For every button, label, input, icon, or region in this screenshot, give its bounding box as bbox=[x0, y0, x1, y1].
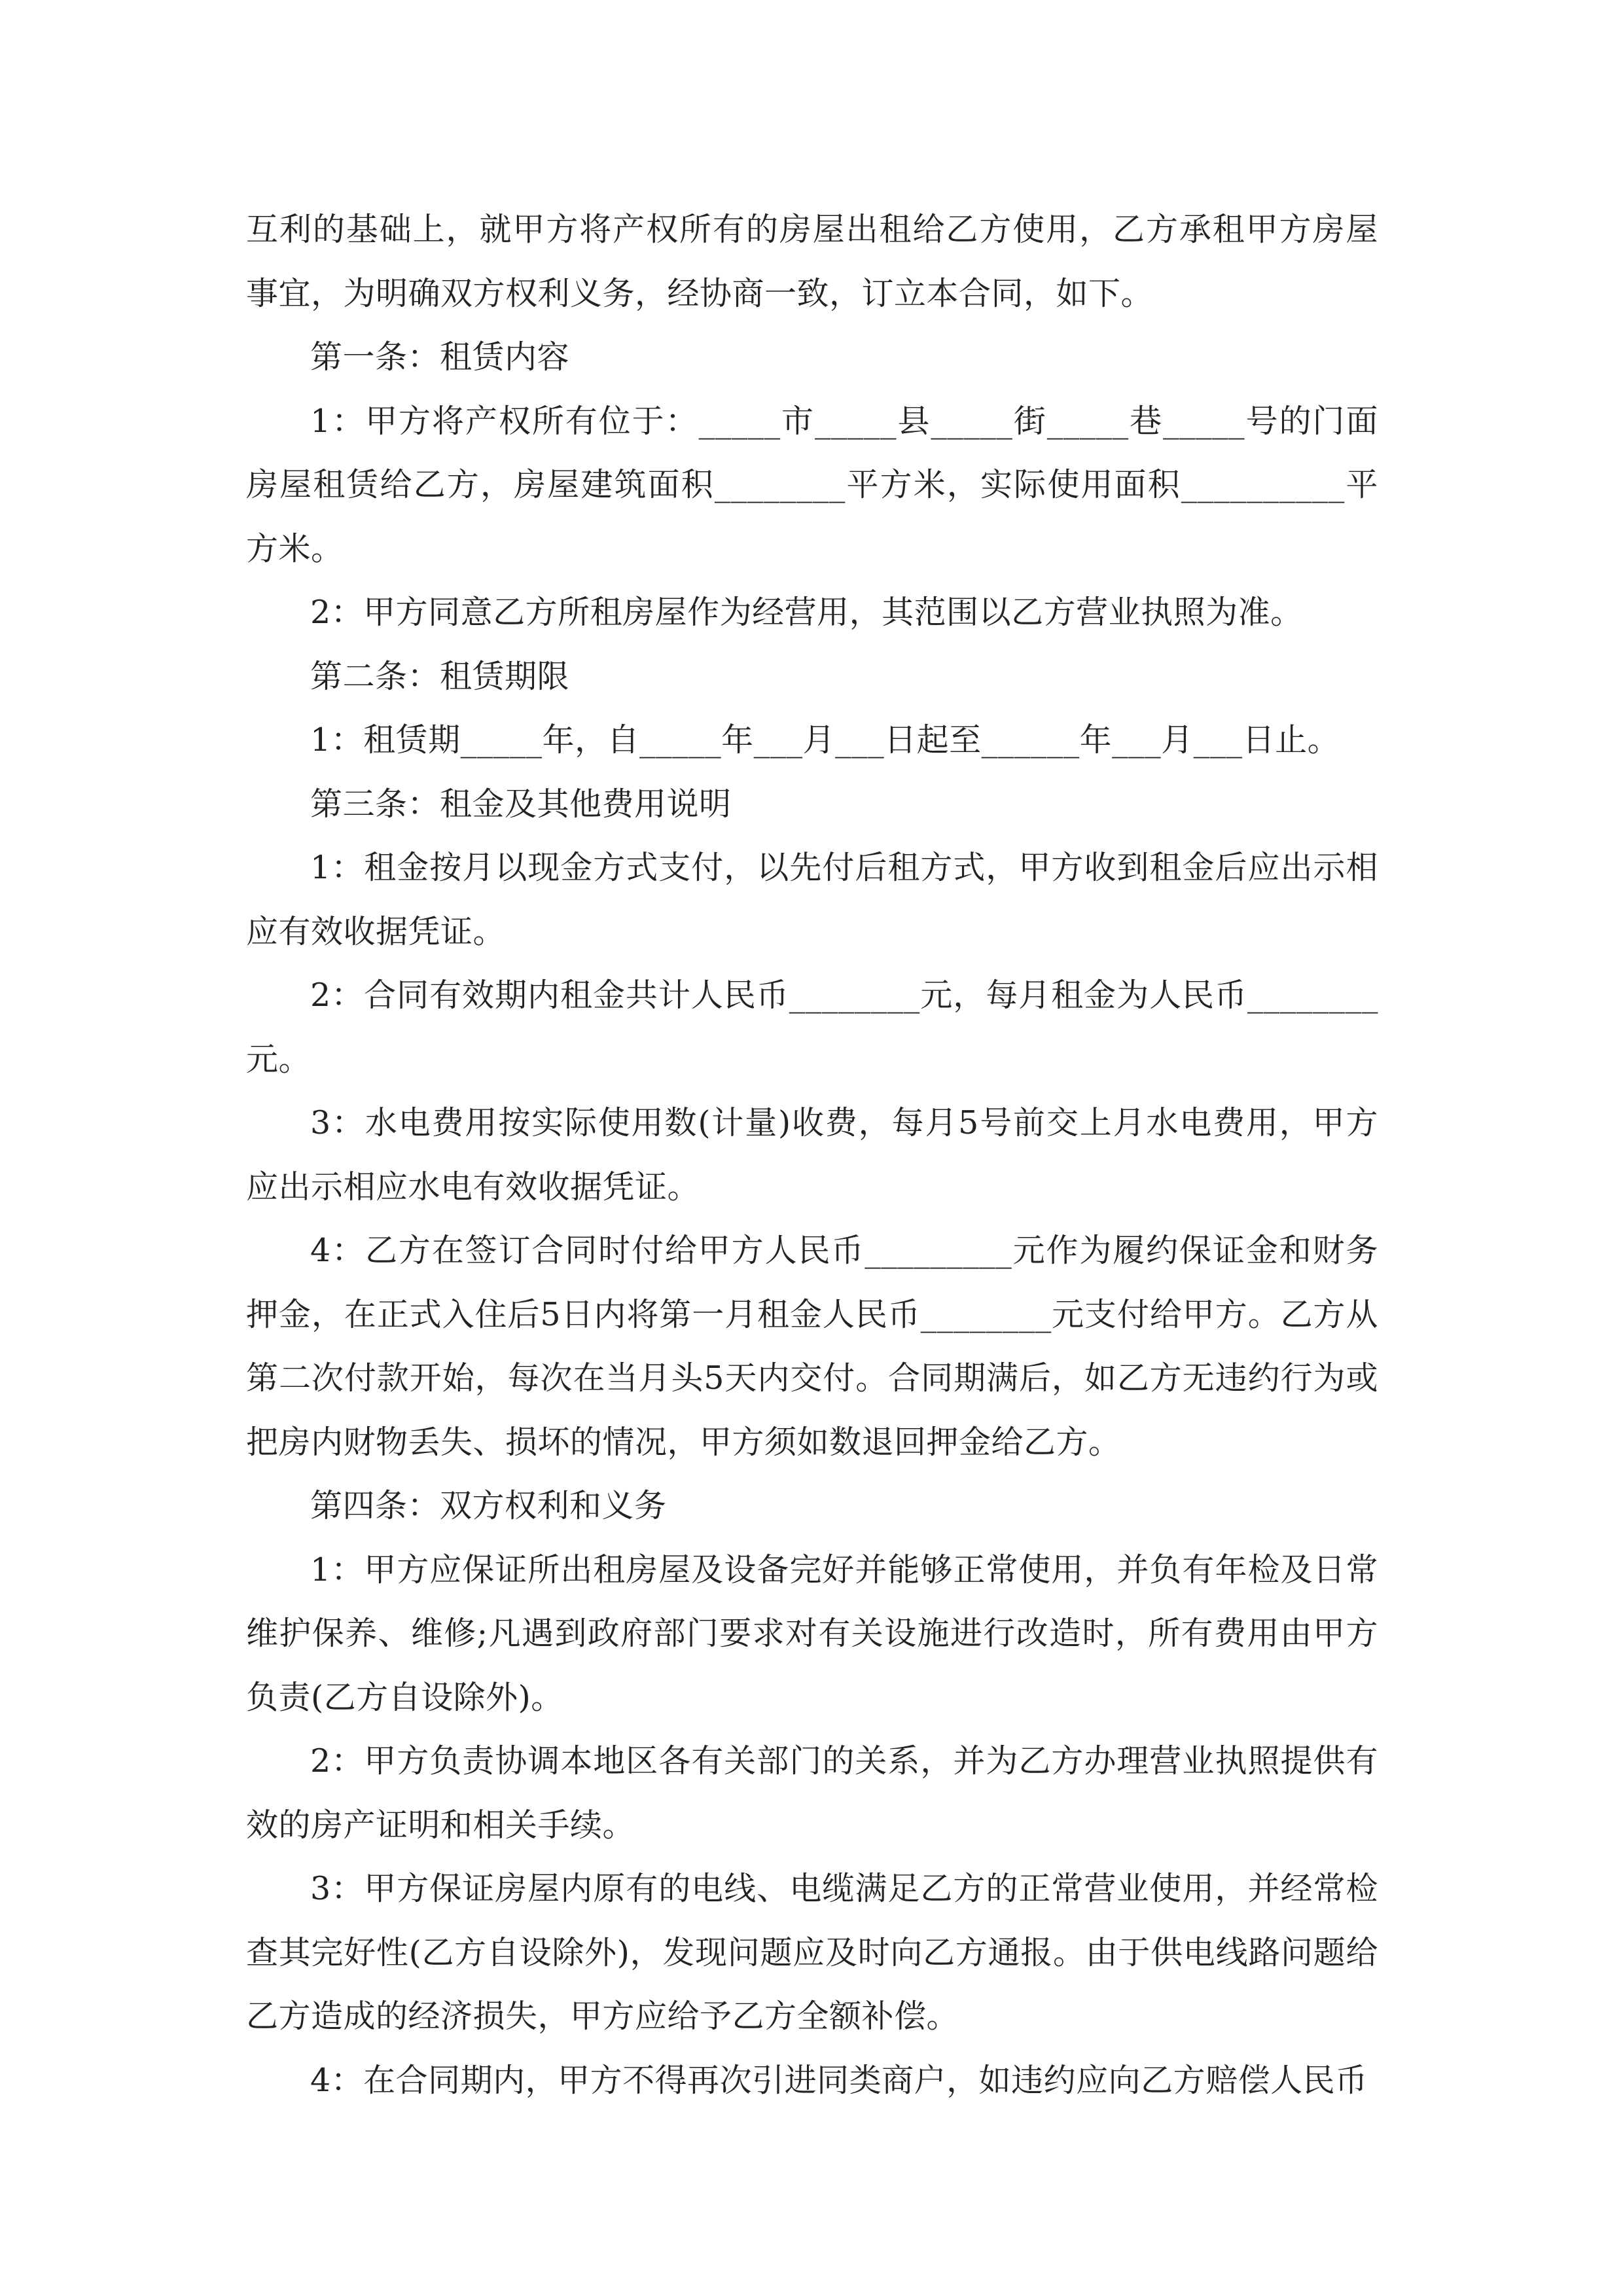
article-1-heading: 第一条：租赁内容 bbox=[310, 338, 570, 376]
article-4-heading: 第四条：双方权利和义务 bbox=[310, 1487, 667, 1524]
article-2-heading: 第二条：租赁期限 bbox=[310, 657, 570, 695]
article-4-clause-2: 2：甲方负责协调本地区各有关部门的关系，并为乙方办理营业执照提供有效的房产证明和相关手续。 bbox=[246, 1742, 1378, 1844]
article-1-clause-2: 2：甲方同意乙方所租房屋作为经营用，其范围以乙方营业执照为准。 bbox=[310, 594, 1303, 631]
article-4-clause-1: 1：甲方应保证所出租房屋及设备完好并能够正常使用，并负有年检及日常维护保养、维修;凡遇到政府部门要求对有关设施进行改造时，所有费用由甲方负责(乙方自设除外)。 bbox=[246, 1551, 1378, 1716]
article-4-clause-3: 3：甲方保证房屋内原有的电线、电缆满足乙方的正常营业使用，并经常检查其完好性(乙方自设除外)，发现问题应及时向乙方通报。由于供电线路问题给乙方造成的经济损失，甲方应给予乙方全额补偿。 bbox=[246, 1870, 1378, 2035]
article-1-clause-1: 1：甲方将产权所有位于：_____市_____县_____街_____巷_____号的门面房屋租赁给乙方，房屋建筑面积________平方米，实际使用面积__________平方米。 bbox=[246, 402, 1378, 567]
document-body bbox=[246, 198, 1378, 2112]
article-3-clause-1: 1：租金按月以现金方式支付，以先付后租方式，甲方收到租金后应出示相应有效收据凭证。 bbox=[246, 849, 1378, 950]
article-3-clause-3: 3：水电费用按实际使用数(计量)收费，每月5号前交上月水电费用，甲方应出示相应水电有效收据凭证。 bbox=[246, 1104, 1378, 1206]
article-4-clause-4: 4：在合同期内，甲方不得再次引进同类商户，如违约应向乙方赔偿人民币 bbox=[310, 2061, 1368, 2099]
article-3-clause-2: 2：合同有效期内租金共计人民币________元，每月租金为人民币________元。 bbox=[246, 977, 1378, 1078]
paragraph-intro-continuation: 互利的基础上，就甲方将产权所有的房屋出租给乙方使用，乙方承租甲方房屋事宜，为明确双方权利义务，经协商一致，订立本合同，如下。 bbox=[246, 211, 1378, 312]
article-3-heading: 第三条：租金及其他费用说明 bbox=[310, 785, 732, 823]
article-3-clause-4: 4：乙方在签订合同时付给甲方人民币_________元作为履约保证金和财务押金，在正式入住后5日内将第一月租金人民币________元支付给甲方。乙方从第二次付款开始，每次在当月头5天内交付。合同期满后，如乙方无违约行为或把房内财物丢失、损坏的情况，甲方须如数退回押金给乙方。 bbox=[246, 1232, 1378, 1461]
article-2-clause-1: 1：租赁期_____年，自_____年___月___日起至______年___月___日止。 bbox=[310, 721, 1340, 759]
